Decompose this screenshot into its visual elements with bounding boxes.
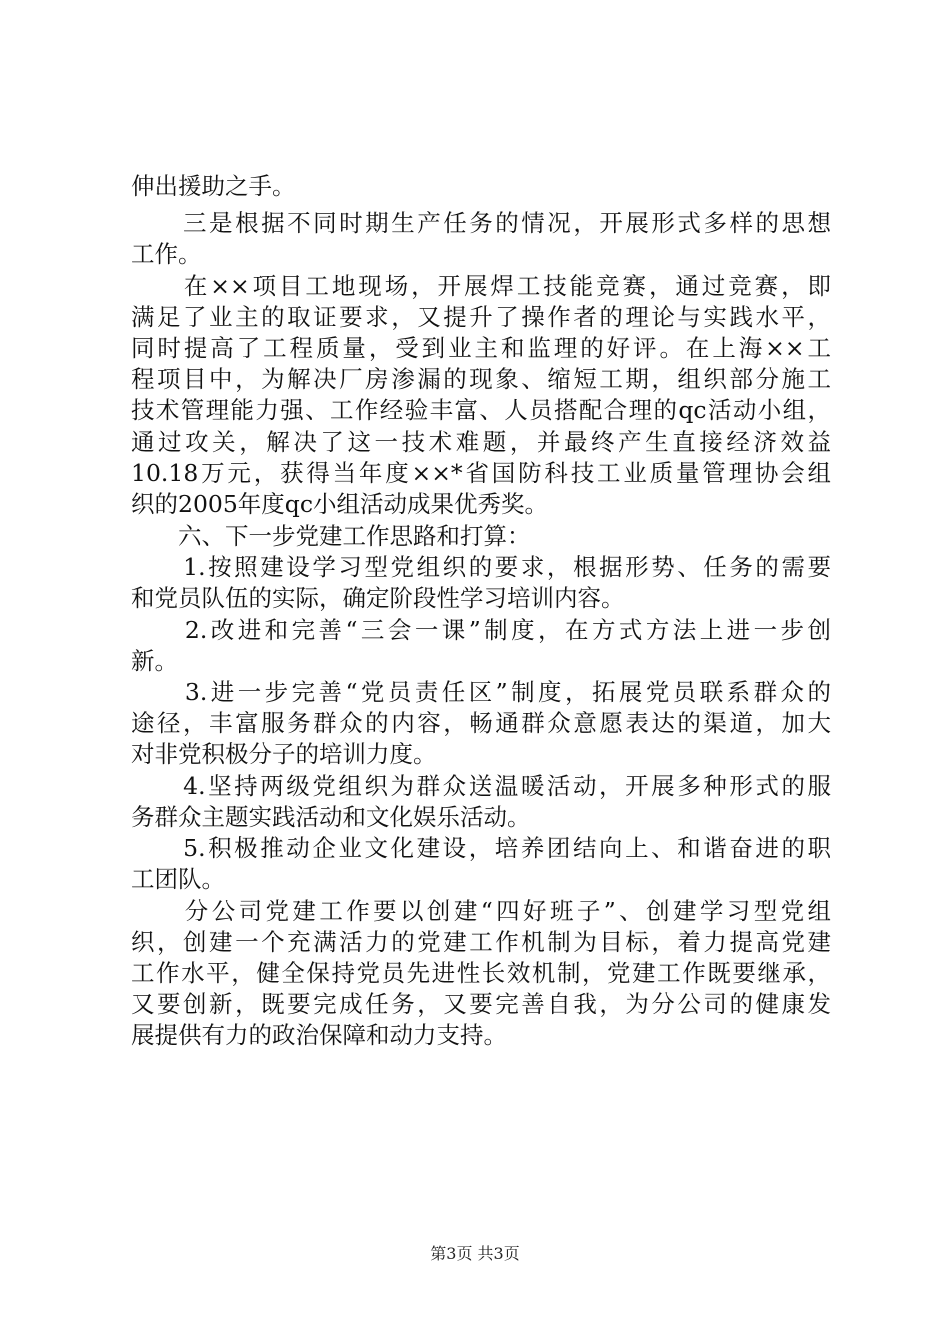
page-number-footer: 第3页 共3页 bbox=[430, 1244, 520, 1263]
text-line: 程项目中，为解决厂房渗漏的现象、缩短工期，组织部分施工 bbox=[131, 365, 831, 393]
text-line: 新。 bbox=[131, 647, 178, 675]
text-line: 展提供有力的政治保障和动力支持。 bbox=[131, 1021, 507, 1049]
text-line: 分公司党建工作要以创建“四好班子”、创建学习型党组 bbox=[131, 897, 831, 925]
text-line: 对非党积极分子的培训力度。 bbox=[131, 740, 437, 768]
text-line: 通过攻关，解决了这一技术难题，并最终产生直接经济效益 bbox=[131, 428, 831, 456]
text-line: 2.改进和完善“三会一课”制度，在方式方法上进一步创 bbox=[131, 616, 831, 644]
text-line: 4.坚持两级党组织为群众送温暖活动，开展多种形式的服 bbox=[131, 772, 831, 800]
text-line: 三是根据不同时期生产任务的情况，开展形式多样的思想 bbox=[131, 209, 831, 237]
text-line: 同时提高了工程质量，受到业主和监理的好评。在上海××工 bbox=[131, 334, 831, 362]
text-line: 工团队。 bbox=[131, 865, 225, 893]
text-line: 又要创新，既要完成任务，又要完善自我，为分公司的健康发 bbox=[131, 990, 831, 1018]
text-line: 5.积极推动企业文化建设，培养团结向上、和谐奋进的职 bbox=[131, 834, 831, 862]
text-line: 途径，丰富服务群众的内容，畅通群众意愿表达的渠道，加大 bbox=[131, 709, 831, 737]
text-line: 工作水平，健全保持党员先进性长效机制，党建工作既要继承， bbox=[131, 959, 831, 987]
text-line: 1.按照建设学习型党组织的要求，根据形势、任务的需要 bbox=[131, 553, 831, 581]
text-line: 织，创建一个充满活力的党建工作机制为目标，着力提高党建 bbox=[131, 928, 831, 956]
section-heading: 六、下一步党建工作思路和打算： bbox=[131, 522, 531, 550]
text-line: 和党员队伍的实际，确定阶段性学习培训内容。 bbox=[131, 584, 625, 612]
text-line: 务群众主题实践活动和文化娱乐活动。 bbox=[131, 803, 531, 831]
text-line: 满足了业主的取证要求，又提升了操作者的理论与实践水平， bbox=[131, 303, 831, 331]
text-line: 技术管理能力强、工作经验丰富、人员搭配合理的qc活动小组， bbox=[131, 396, 831, 424]
text-line: 伸出援助之手。 bbox=[131, 172, 296, 200]
text-line: 10.18万元，获得当年度××*省国防科技工业质量管理协会组 bbox=[131, 459, 831, 487]
text-line: 工作。 bbox=[131, 240, 202, 268]
text-line: 织的2005年度qc小组活动成果优秀奖。 bbox=[131, 490, 549, 518]
text-line: 3.进一步完善“党员责任区”制度，拓展党员联系群众的 bbox=[131, 678, 831, 706]
text-line: 在××项目工地现场，开展焊工技能竞赛，通过竞赛，即 bbox=[131, 272, 831, 300]
